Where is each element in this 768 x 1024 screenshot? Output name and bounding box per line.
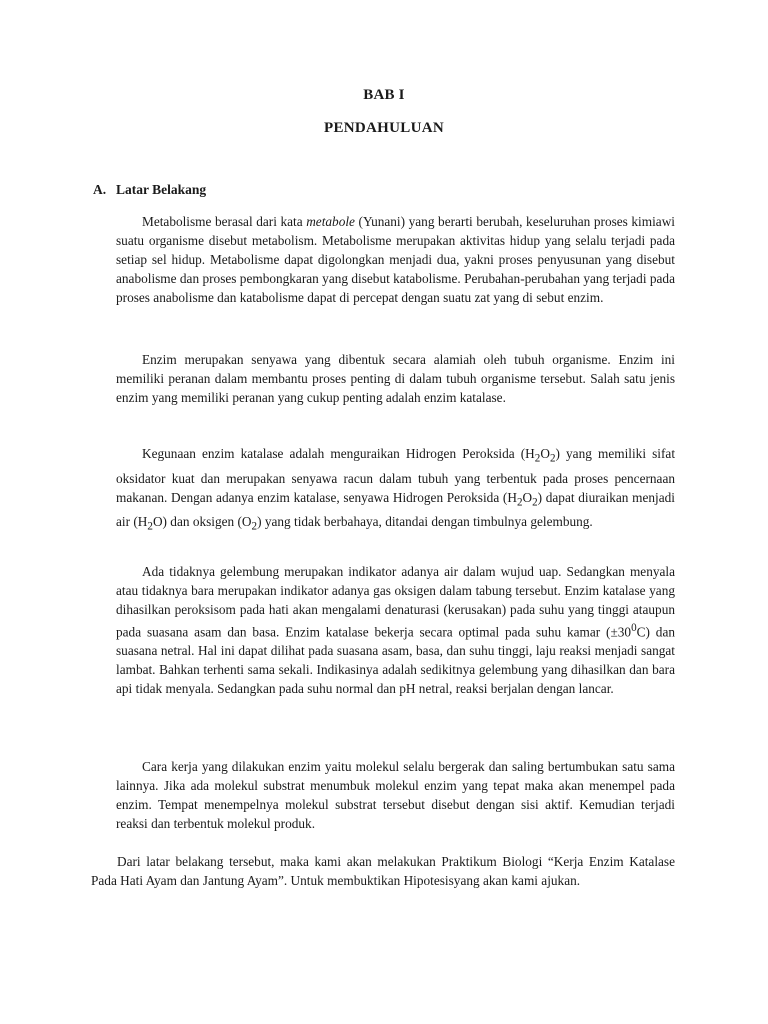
chapter-subtitle: PENDAHULUAN	[324, 120, 444, 136]
paragraph-kesimpulan-latar	[91, 852, 675, 890]
paragraph-enzim	[116, 350, 675, 407]
superscript: 0	[631, 622, 637, 634]
section-heading	[93, 182, 206, 198]
chapter-title: BAB I	[363, 87, 405, 103]
paragraph-text: Enzim merupakan senyawa yang dibentuk secara alamiah oleh tubuh organisme. Enzim ini memiliki peranan dalam membantu proses penting di dalam tubuh organisme tersebut. Salah satu jenis enzim yang memiliki peranan yang cukup penting adalah enzim katalase.	[116, 352, 675, 405]
paragraph-cara-kerja-enzim	[116, 757, 675, 833]
paragraph-text: Ada tidaknya gelembung merupakan indikator adanya air dalam wujud uap. Sedangkan menyala atau tidaknya bara merupakan indikator adanya gas oksigen dalam tabung tersebut. Enzim katalase yang dihasilkan peroksisom pada hati akan mengalami denaturasi (kerusakan) pada suhu yang tinggi ataupun pada suasana asam dan basa. Enzim katalase bekerja secara optimal pada suhu kamar (±30	[116, 564, 675, 640]
paragraph-text: O) dan oksigen (O	[152, 514, 252, 530]
paragraph-text: Kegunaan enzim katalase adalah menguraikan Hidrogen Peroksida (H	[142, 446, 535, 461]
subscript: 2	[516, 496, 523, 509]
paragraph-text: Metabolisme berasal dari kata	[142, 214, 307, 229]
paragraph-text: ) yang tidak berbahaya, ditandai dengan timbulnya gelembung.	[257, 514, 593, 530]
section-heading-text: Latar Belakang	[116, 182, 207, 197]
paragraph-text: O	[522, 489, 533, 505]
subscript: 2	[147, 520, 153, 533]
subscript: 2	[549, 452, 556, 465]
paragraph-text: C) dan suasana netral. Hal ini dapat dilihat pada suasana asam, basa, dan suhu tinggi, laju reaksi menjadi sangat lambat. Bahkan terhenti sama sekali. Indikasinya adalah sedikitnya gelembung yang dihasilkan dan bara api tidak menyala. Sedangkan pada suhu normal dan pH netral, reaksi berjalan dengan lancar.	[116, 624, 675, 697]
paragraph-metabolisme	[116, 212, 675, 307]
subscript: 2	[532, 496, 538, 509]
paragraph-text: (Yunani) yang berarti berubah, keseluruhan proses kimiawi suatu organisme disebut metabolism. Metabolisme merupakan aktivitas hidup yang selalu terjadi pada setiap sel hidup. Metabolisme dapat digolongkan menjadi dua, yakni proses penyusunan yang disebut anabolisme dan proses pembongkaran yang disebut katabolisme. Perubahan-perubahan yang terjadi pada proses anabolisme dan katabolisme dapat di percepat dengan suatu zat yang di sebut enzim.	[116, 214, 675, 305]
italic-term: metabole	[306, 214, 355, 229]
paragraph-indikator-gelembung	[116, 562, 675, 698]
paragraph-text: Dari latar belakang tersebut, maka kami akan melakukan Praktikum Biologi “Kerja Enzim Katalase Pada Hati Ayam dan Jantung Ayam”. Untuk membuktikan Hipotesisyang akan kami ajukan.	[91, 854, 675, 888]
section-number: A.	[93, 182, 107, 197]
paragraph-text: ) dapat diuraikan menjadi air (H	[116, 489, 675, 530]
subscript: 2	[251, 520, 258, 533]
subscript: 2	[534, 452, 541, 465]
paragraph-kegunaan-katalase	[116, 444, 675, 537]
paragraph-text: Cara kerja yang dilakukan enzim yaitu molekul selalu bergerak dan saling bertumbukan satu sama lainnya. Jika ada molekul substrat menumbuk molekul enzim yang tepat maka akan menempel pada enzim. Tempat menempelnya molekul substrat tersebut disebut dengan sisi aktif. Kemudian terjadi reaksi dan terbentuk molekul produk.	[116, 759, 675, 831]
paragraph-text: ) yang memiliki sifat oksidator kuat dan merupakan senyawa racun dalam tubuh yang terbentuk pada proses pencernaan makanan. Dengan adanya enzim katalase, senyawa Hidrogen Peroksida (H	[116, 446, 676, 505]
paragraph-text: O	[540, 446, 550, 461]
